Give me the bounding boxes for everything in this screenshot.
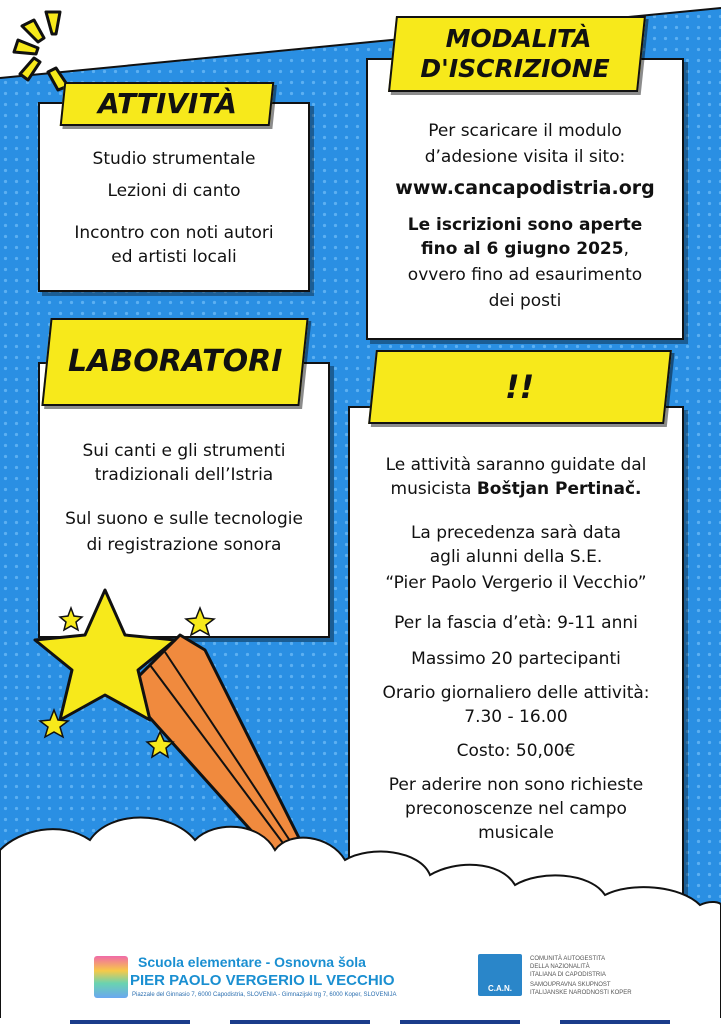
guide-name: Boštjan Pertinač. — [476, 479, 642, 499]
deadline-date: fino al 6 giugno 2025 — [421, 239, 624, 259]
can-badge: C.A.N. — [488, 984, 512, 993]
guide-line-2 — [350, 478, 682, 500]
modalita-line-2: d’adesione visita il sito: — [424, 147, 626, 167]
school-address: Piazzale del Ginnasio 7, 6000 Capodistria, SLOVENIA - Gimnazijski trg 7, 6000 Koper, SLOVENIJA — [132, 992, 397, 998]
burst-icon — [8, 4, 98, 94]
footer-strip — [0, 1018, 721, 1024]
attivita-item-2: Lezioni di canto — [107, 181, 241, 201]
attivita-title-text: ATTIVITÀ — [97, 87, 237, 120]
attivita-item-4: ed artisti locali — [111, 247, 237, 267]
modalita-title-line1: MODALITÀ — [445, 24, 592, 53]
requirements-1: Per aderire non sono richieste — [388, 775, 644, 795]
modalita-title-line2: D'ISCRIZIONE — [420, 54, 611, 83]
modalita-title — [388, 16, 646, 92]
school-line-1: Scuola elementare - Osnovna šola — [138, 954, 366, 970]
info-title-text: !! — [505, 368, 535, 406]
precedence-3: “Pier Paolo Vergerio il Vecchio” — [385, 573, 647, 593]
laboratori-item-1: Sui canti e gli strumenti — [82, 441, 286, 461]
laboratori-item-3: Sul suono e sulle tecnologie — [65, 509, 303, 529]
laboratori-title — [41, 318, 308, 406]
school-line-2: PIER PAOLO VERGERIO IL VECCHIO — [130, 972, 395, 989]
attivita-item-3: Incontro con noti autori — [74, 223, 274, 243]
modalita-line-1: Per scaricare il modulo — [428, 121, 622, 141]
requirements-2: preconoscenze nel campo — [405, 799, 627, 819]
deadline-rest-2: dei posti — [488, 291, 562, 311]
info-title — [368, 350, 672, 424]
cost: Costo: 50,00€ — [456, 741, 576, 761]
age-range: Per la fascia d’età: 9-11 anni — [394, 613, 638, 633]
precedence-2: agli alunni della S.E. — [429, 547, 603, 567]
guide-line-1: Le attività saranno guidate dal — [385, 455, 647, 475]
can-line-1: COMUNITÀ AUTOGESTITA — [530, 956, 606, 962]
requirements-3: musicale — [478, 823, 554, 843]
school-logo-icon — [94, 956, 128, 998]
can-line-2: DELLA NAZIONALITÀ — [530, 964, 590, 970]
attivita-item-1: Studio strumentale — [92, 149, 256, 169]
guide-prefix: musicista — [390, 479, 477, 499]
schedule-time: 7.30 - 16.00 — [464, 707, 568, 727]
max-participants: Massimo 20 partecipanti — [411, 649, 621, 669]
precedence-1: La precedenza sarà data — [410, 523, 622, 543]
laboratori-item-4: di registrazione sonora — [86, 535, 282, 555]
deadline-rest-1: ovvero fino ad esaurimento — [407, 265, 643, 285]
can-logo-icon — [478, 954, 522, 996]
website-link[interactable]: www.cancapodistria.org — [395, 177, 655, 199]
deadline-comma: , — [623, 239, 629, 259]
laboratori-title-text: LABORATORI — [67, 344, 283, 379]
can-line-3: ITALIANA DI CAPODISTRIA — [530, 972, 606, 978]
attivita-title — [60, 82, 275, 126]
can-line-4: SAMOUPRAVNA SKUPNOST — [530, 982, 611, 988]
laboratori-item-2: tradizionali dell’Istria — [94, 465, 274, 485]
can-line-5: ITALIJANSKE NARODNOSTI KOPER — [530, 990, 632, 996]
schedule-label: Orario giornaliero delle attività: — [382, 683, 650, 703]
deadline-line-1: Le iscrizioni sono aperte — [407, 215, 643, 235]
deadline-line-2 — [368, 238, 682, 260]
